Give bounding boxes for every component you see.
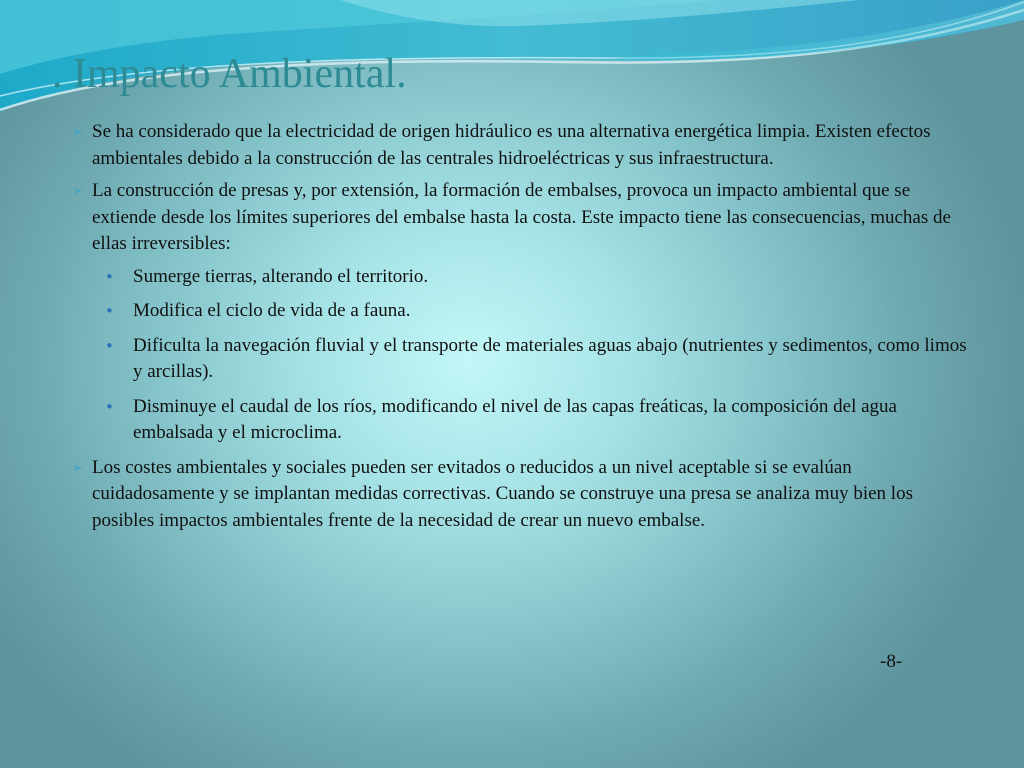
slide-title: . Impacto Ambiental. <box>52 51 407 97</box>
arrow-bullet-icon: ➢ <box>72 460 83 476</box>
dot-bullet-icon: • <box>105 302 114 320</box>
slide-body <box>72 119 972 540</box>
sub-bullet-text: Modifica el ciclo de vida de a fauna. <box>133 300 411 321</box>
sub-bullet-text: Disminuye el caudal de los ríos, modificando el nivel de las capas freáticas, la composición del agua embalsada y el microclima. <box>133 395 897 443</box>
sub-bullet-text: Sumerge tierras, alterando el territorio. <box>133 265 429 287</box>
bullet-item <box>72 119 972 172</box>
bullet-item <box>72 455 972 535</box>
arrow-bullet-icon: ➢ <box>72 125 83 140</box>
dot-bullet-icon: • <box>105 336 114 355</box>
sub-bullet-item <box>72 264 972 291</box>
bullet-text: La construcción de presas y, por extensión, la formación de embalses, provoca un impacto ambiental que se extiende desde los límites superiores del embalse hasta la costa. Este impacto tiene las consecuencias, muchas de ellas irreversibles: <box>92 180 951 254</box>
dot-bullet-icon: • <box>105 397 114 416</box>
bullet-item <box>72 178 972 258</box>
page-number: -8- <box>880 651 903 672</box>
sub-bullet-item <box>72 394 972 447</box>
arrow-bullet-icon: ➢ <box>72 184 83 199</box>
sub-bullet-item <box>72 333 972 386</box>
sub-bullet-text: Dificulta la navegación fluvial y el transporte de materiales aguas abajo (nutrientes y sedimentos, como limos y arcillas). <box>133 334 967 382</box>
dot-bullet-icon: • <box>105 267 114 286</box>
bullet-text: Se ha considerado que la electricidad de origen hidráulico es una alternativa energética limpia. Existen efectos ambientales debido a la construcción de las centrales hidroeléctricas y sus infraestructura. <box>92 121 931 169</box>
bullet-text: Los costes ambientales y sociales pueden ser evitados o reducidos a un nivel aceptable si se evalúan cuidadosamente y se implantan medidas correctivas. Cuando se construye una presa se analiza muy bien los posibles impactos ambientales frente de la necesidad de crear un nuevo embalse. <box>92 456 913 531</box>
sub-bullet-item <box>72 298 972 325</box>
